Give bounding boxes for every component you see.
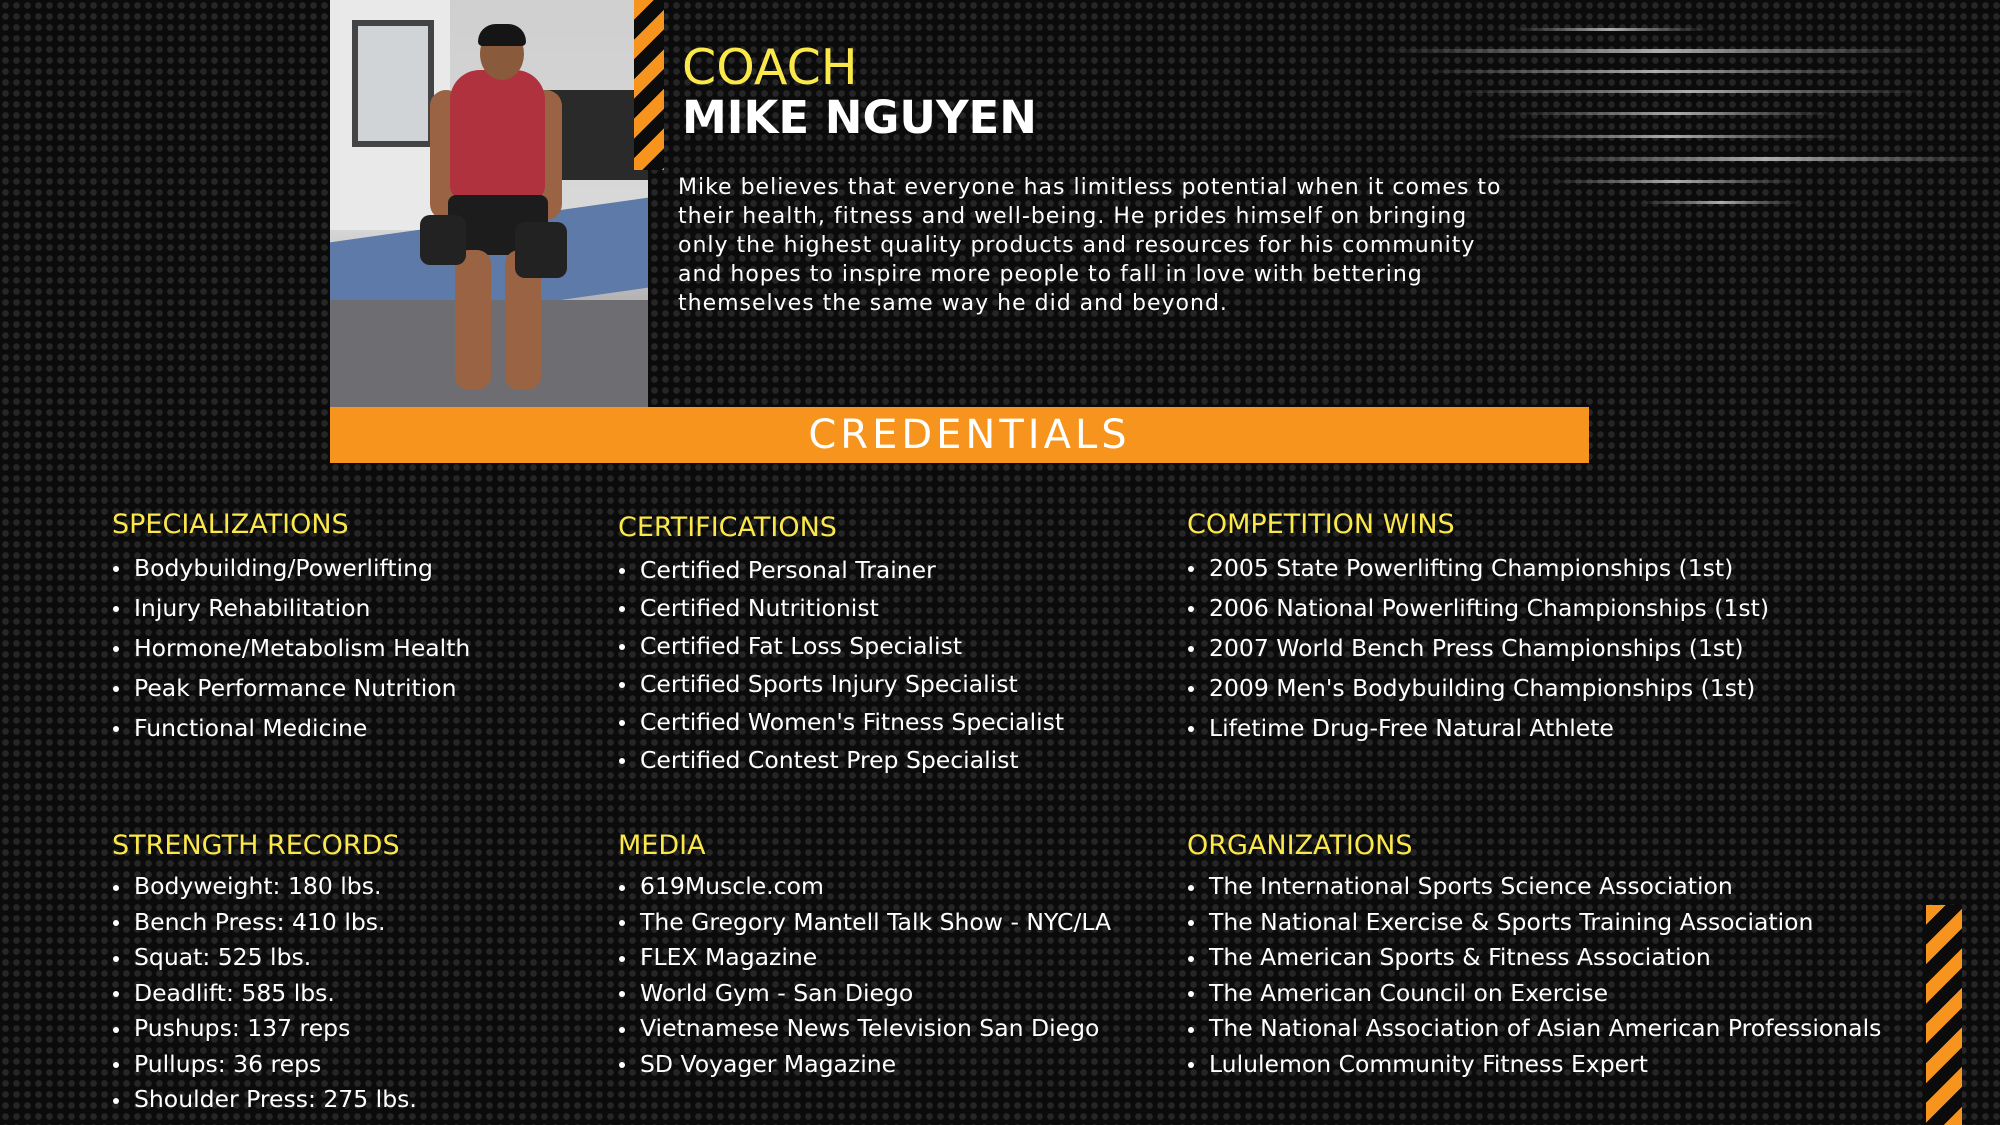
speed-line <box>1420 70 1890 73</box>
coach-name: MIKE NGUYEN <box>682 91 1037 144</box>
list-item: Certified Sports Injury Specialist <box>618 665 1064 703</box>
list-item: Shoulder Press: 275 lbs. <box>112 1082 417 1118</box>
speed-line <box>1450 90 1930 93</box>
section-heading: ORGANIZATIONS <box>1187 830 1413 861</box>
speed-line <box>1490 135 1850 138</box>
list-item: The National Association of Asian American Professionals <box>1187 1011 1881 1047</box>
list-item: Certified Nutritionist <box>618 589 1064 627</box>
list-item: 619Muscle.com <box>618 869 1111 905</box>
coach-label: COACH <box>682 39 858 96</box>
list-item: Deadlift: 585 lbs. <box>112 976 417 1012</box>
list-item: Certified Personal Trainer <box>618 551 1064 589</box>
list-item: World Gym - San Diego <box>618 976 1111 1012</box>
list-item: 2009 Men's Bodybuilding Championships (1st) <box>1187 668 1769 708</box>
specializations-section <box>112 508 470 748</box>
strength-records-section <box>112 829 417 1118</box>
speed-line <box>1530 157 2000 161</box>
photo-leg-left <box>455 250 491 390</box>
list-item: The Gregory Mantell Talk Show - NYC/LA <box>618 905 1111 941</box>
speed-line <box>1510 28 1710 31</box>
list-item: Peak Performance Nutrition <box>112 668 470 708</box>
list-item: Vietnamese News Television San Diego <box>618 1011 1111 1047</box>
list-item: Certified Women's Fitness Specialist <box>618 703 1064 741</box>
hazard-stripe-bottom <box>1926 905 1962 1125</box>
credentials-title: CREDENTIALS <box>808 412 1131 458</box>
hazard-stripe-top <box>634 0 664 170</box>
list-item: Pushups: 137 reps <box>112 1011 417 1047</box>
list-item: Certified Contest Prep Specialist <box>618 741 1064 779</box>
credentials-banner <box>330 407 1589 463</box>
media-list <box>618 869 1111 1082</box>
list-item: Squat: 525 lbs. <box>112 940 417 976</box>
list-item: FLEX Magazine <box>618 940 1111 976</box>
photo-hair <box>478 24 526 46</box>
list-item: Certified Fat Loss Specialist <box>618 627 1064 665</box>
photo-window <box>352 20 434 147</box>
photo-torso <box>450 70 545 200</box>
section-heading: COMPETITION WINS <box>1187 509 1455 540</box>
list-item: 2007 World Bench Press Championships (1st) <box>1187 628 1769 668</box>
list-item: Hormone/Metabolism Health <box>112 628 470 668</box>
section-heading: MEDIA <box>618 830 706 861</box>
list-item: Lifetime Drug-Free Natural Athlete <box>1187 708 1769 748</box>
speed-line <box>1640 201 1800 204</box>
list-item: Lululemon Community Fitness Expert <box>1187 1047 1881 1083</box>
list-item: 2005 State Powerlifting Championships (1st) <box>1187 548 1769 588</box>
certifications-section <box>618 511 1064 779</box>
list-item: The National Exercise & Sports Training Association <box>1187 905 1881 941</box>
photo-dumbbell-left <box>420 215 466 265</box>
list-item: Functional Medicine <box>112 708 470 748</box>
list-item: 2006 National Powerlifting Championships (1st) <box>1187 588 1769 628</box>
speed-line <box>1550 180 1800 183</box>
section-heading: SPECIALIZATIONS <box>112 509 349 540</box>
speed-line <box>1510 112 1840 115</box>
list-item: Pullups: 36 reps <box>112 1047 417 1083</box>
bio-text: Mike believes that everyone has limitless potential when it comes to their health, fitness and well-being. He prides himself on bringing only the highest quality products and resources for his community and hopes to inspire more people to fall in love with bettering themselves the same way he did and beyond. <box>678 175 1502 316</box>
list-item: Bodyweight: 180 lbs. <box>112 869 417 905</box>
organizations-list <box>1187 869 1881 1082</box>
photo-dumbbell-right <box>515 222 567 278</box>
certifications-list <box>618 551 1064 779</box>
list-item: The International Sports Science Association <box>1187 869 1881 905</box>
list-item: SD Voyager Magazine <box>618 1047 1111 1083</box>
speed-line <box>1380 49 1940 53</box>
section-heading: STRENGTH RECORDS <box>112 830 400 861</box>
media-section <box>618 829 1111 1082</box>
strength-records-list <box>112 869 417 1118</box>
organizations-section <box>1187 829 1881 1082</box>
list-item: Bodybuilding/Powerlifting <box>112 548 470 588</box>
list-item: The American Sports & Fitness Association <box>1187 940 1881 976</box>
competition-wins-list <box>1187 548 1769 748</box>
competition-wins-section <box>1187 508 1769 748</box>
list-item: Bench Press: 410 lbs. <box>112 905 417 941</box>
specializations-list <box>112 548 470 748</box>
coach-photo <box>330 0 648 407</box>
section-heading: CERTIFICATIONS <box>618 512 837 543</box>
list-item: Injury Rehabilitation <box>112 588 470 628</box>
list-item: The American Council on Exercise <box>1187 976 1881 1012</box>
